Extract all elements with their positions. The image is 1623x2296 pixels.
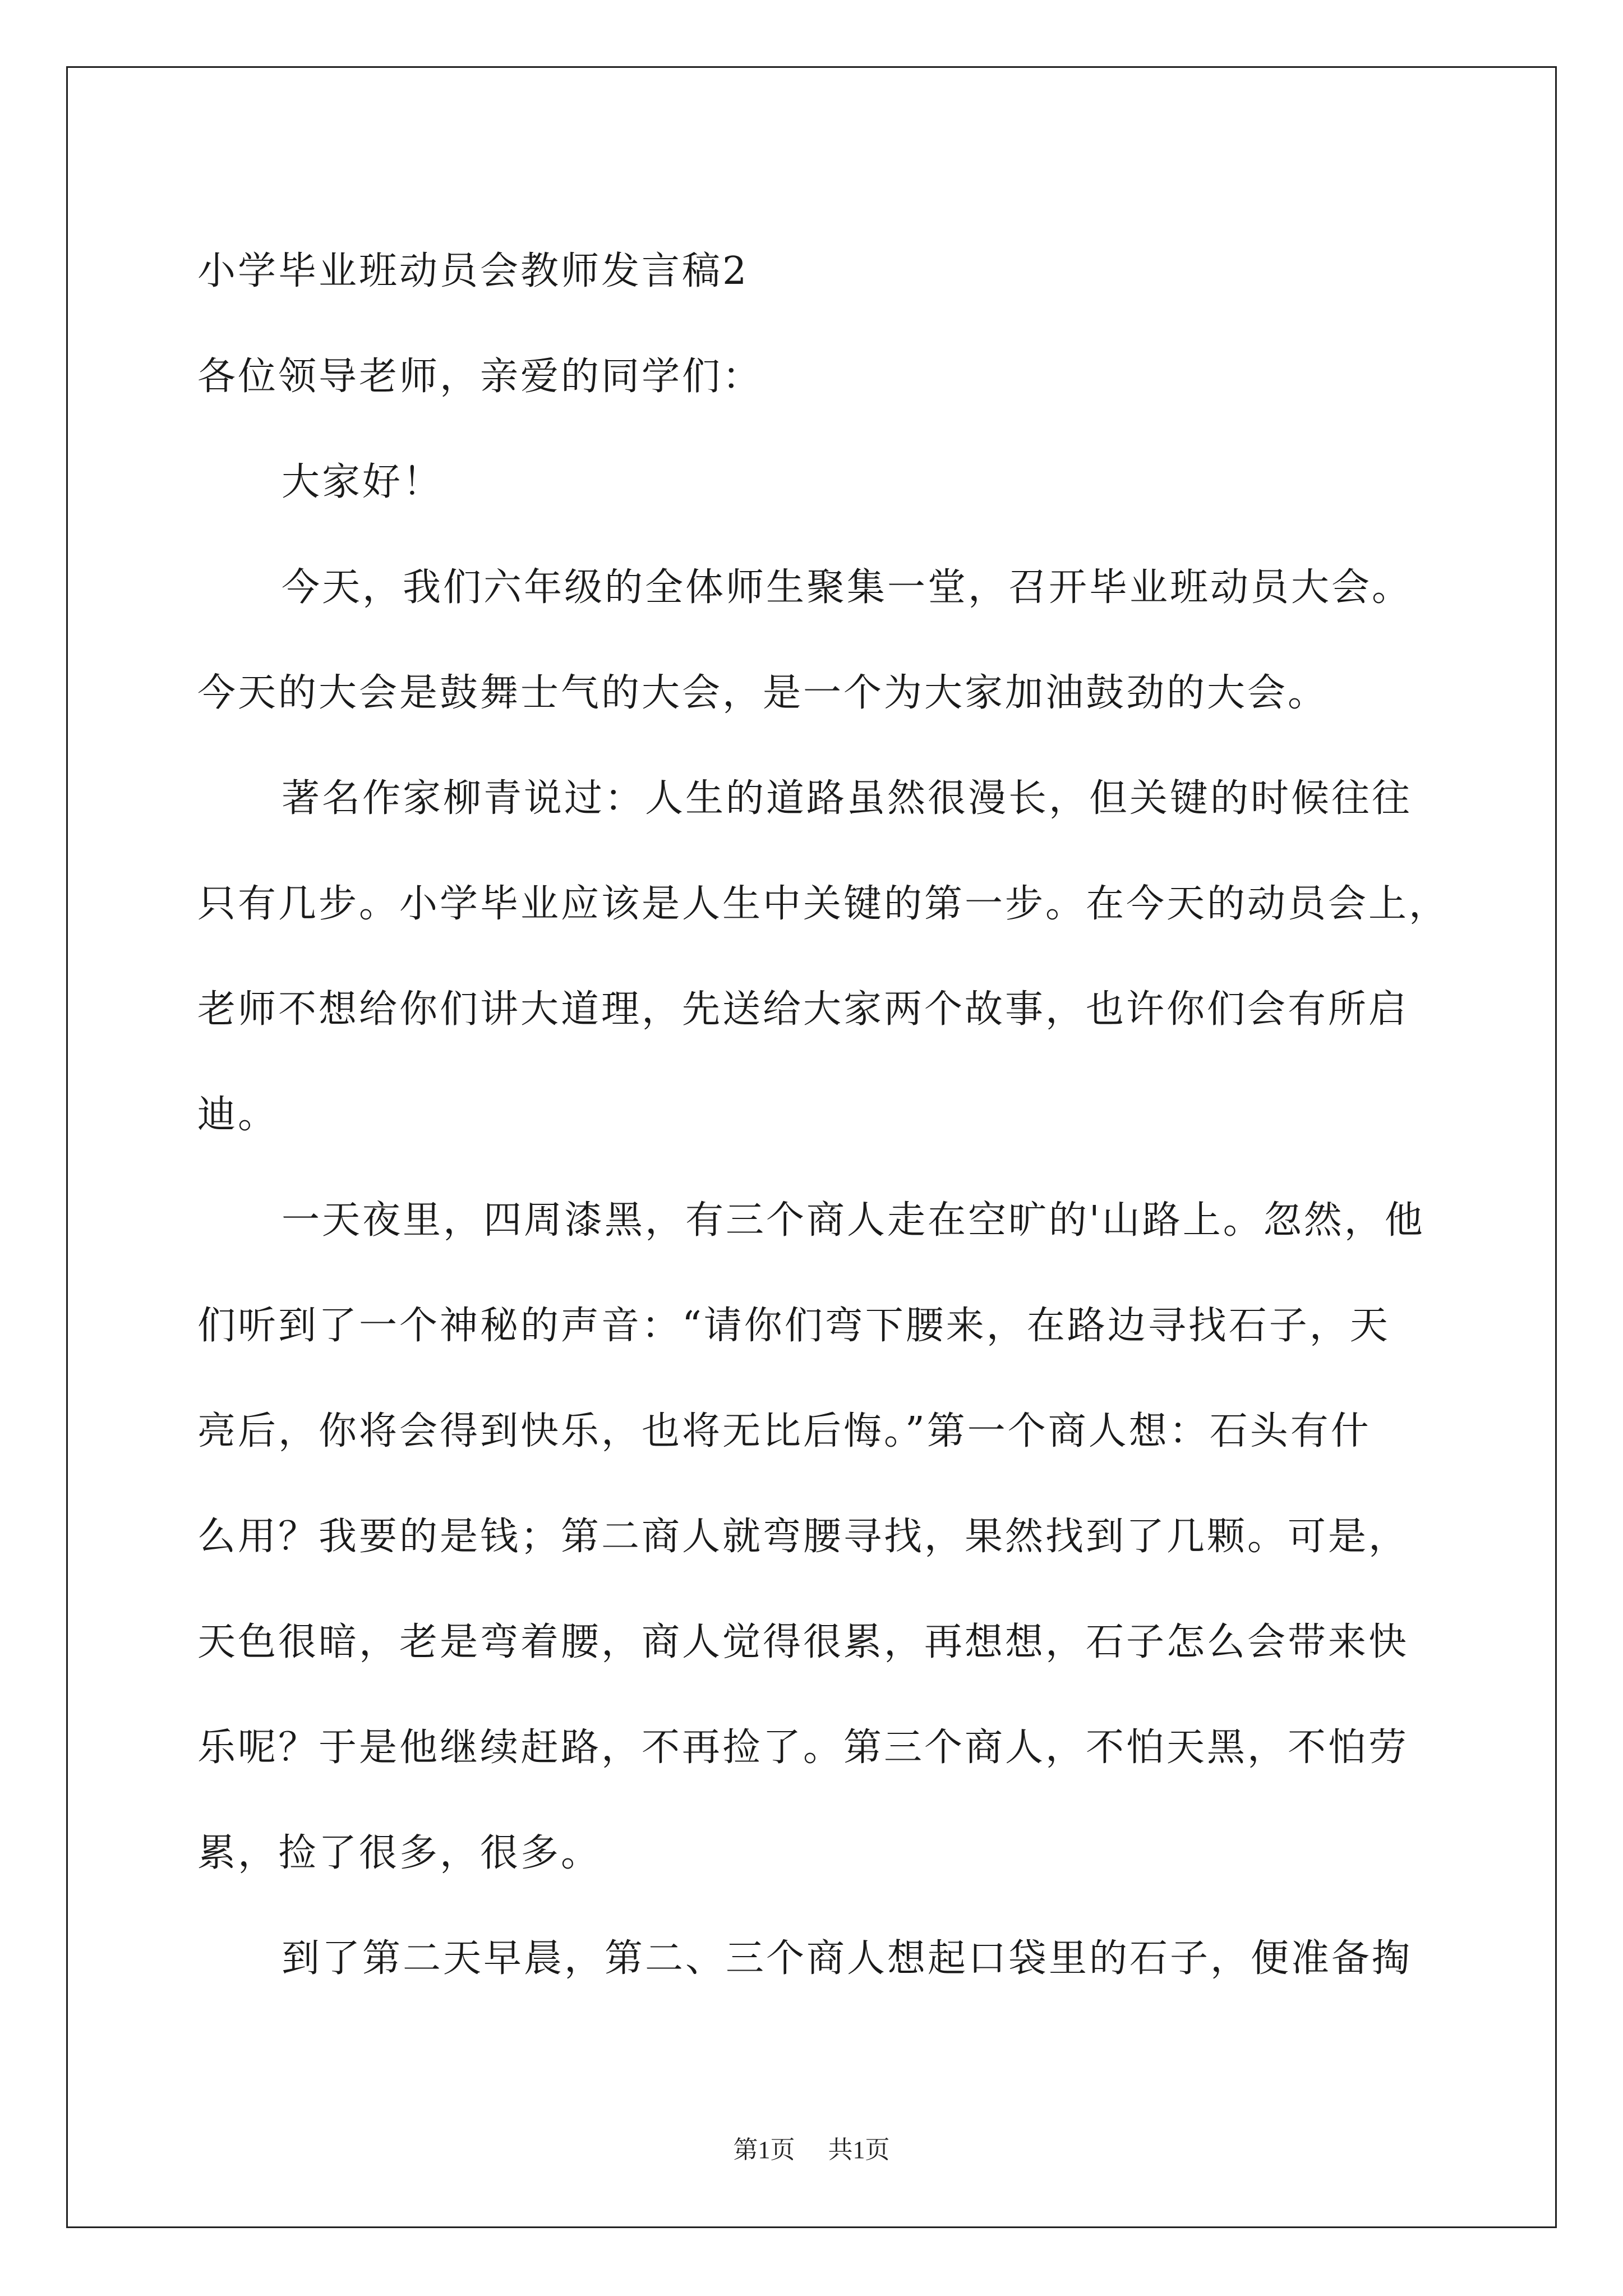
body-line: 今天，我们六年级的全体师生聚集一堂，召开毕业班动员大会。: [282, 565, 1413, 610]
body-line: 著名作家柳青说过：人生的道路虽然很漫长，但关键的时候往往: [282, 776, 1413, 821]
body-line: 亮后，你将会得到快乐，也将无比后悔。”第一个商人想：石头有什: [197, 1409, 1371, 1453]
body-line: 老师不想给你们讲大道理，先送给大家两个故事，也许你们会有所启: [197, 987, 1409, 1032]
body-line: 迪。: [197, 1093, 279, 1137]
greeting: 大家好！: [282, 460, 444, 504]
document-body: [197, 219, 1448, 2012]
page-footer: [0, 2129, 1623, 2165]
page-number-current: 第1页: [733, 2136, 795, 2164]
body-line: 累，捡了很多，很多。: [197, 1831, 602, 1875]
body-line: 天色很暗，老是弯着腰，商人觉得很累，再想想，石子怎么会带来快: [197, 1620, 1409, 1664]
body-line: 今天的大会是鼓舞士气的大会，是一个为大家加油鼓劲的大会。: [197, 671, 1329, 715]
body-line: 到了第二天早晨，第二、三个商人想起口袋里的石子，便准备掏: [282, 1936, 1413, 1981]
document-title: 小学毕业班动员会教师发言稿2: [197, 249, 749, 293]
body-line: 一天夜里，四周漆黑，有三个商人走在空旷的'山路上。忽然，他: [282, 1198, 1425, 1243]
salutation: 各位领导老师，亲爱的同学们：: [197, 355, 763, 399]
page-number-total: 共1页: [828, 2136, 890, 2164]
body-line: 只有几步。小学毕业应该是人生中关键的第一步。在今天的动员会上，: [197, 882, 1450, 926]
body-line: 们听到了一个神秘的声音：“请你们弯下腰来，在路边寻找石子，天: [197, 1304, 1390, 1348]
body-line: 乐呢？于是他继续赶路，不再捡了。第三个商人，不怕天黑，不怕劳: [197, 1726, 1409, 1770]
body-line: 么用？我要的是钱；第二商人就弯腰寻找，果然找到了几颗。可是，: [197, 1515, 1409, 1559]
